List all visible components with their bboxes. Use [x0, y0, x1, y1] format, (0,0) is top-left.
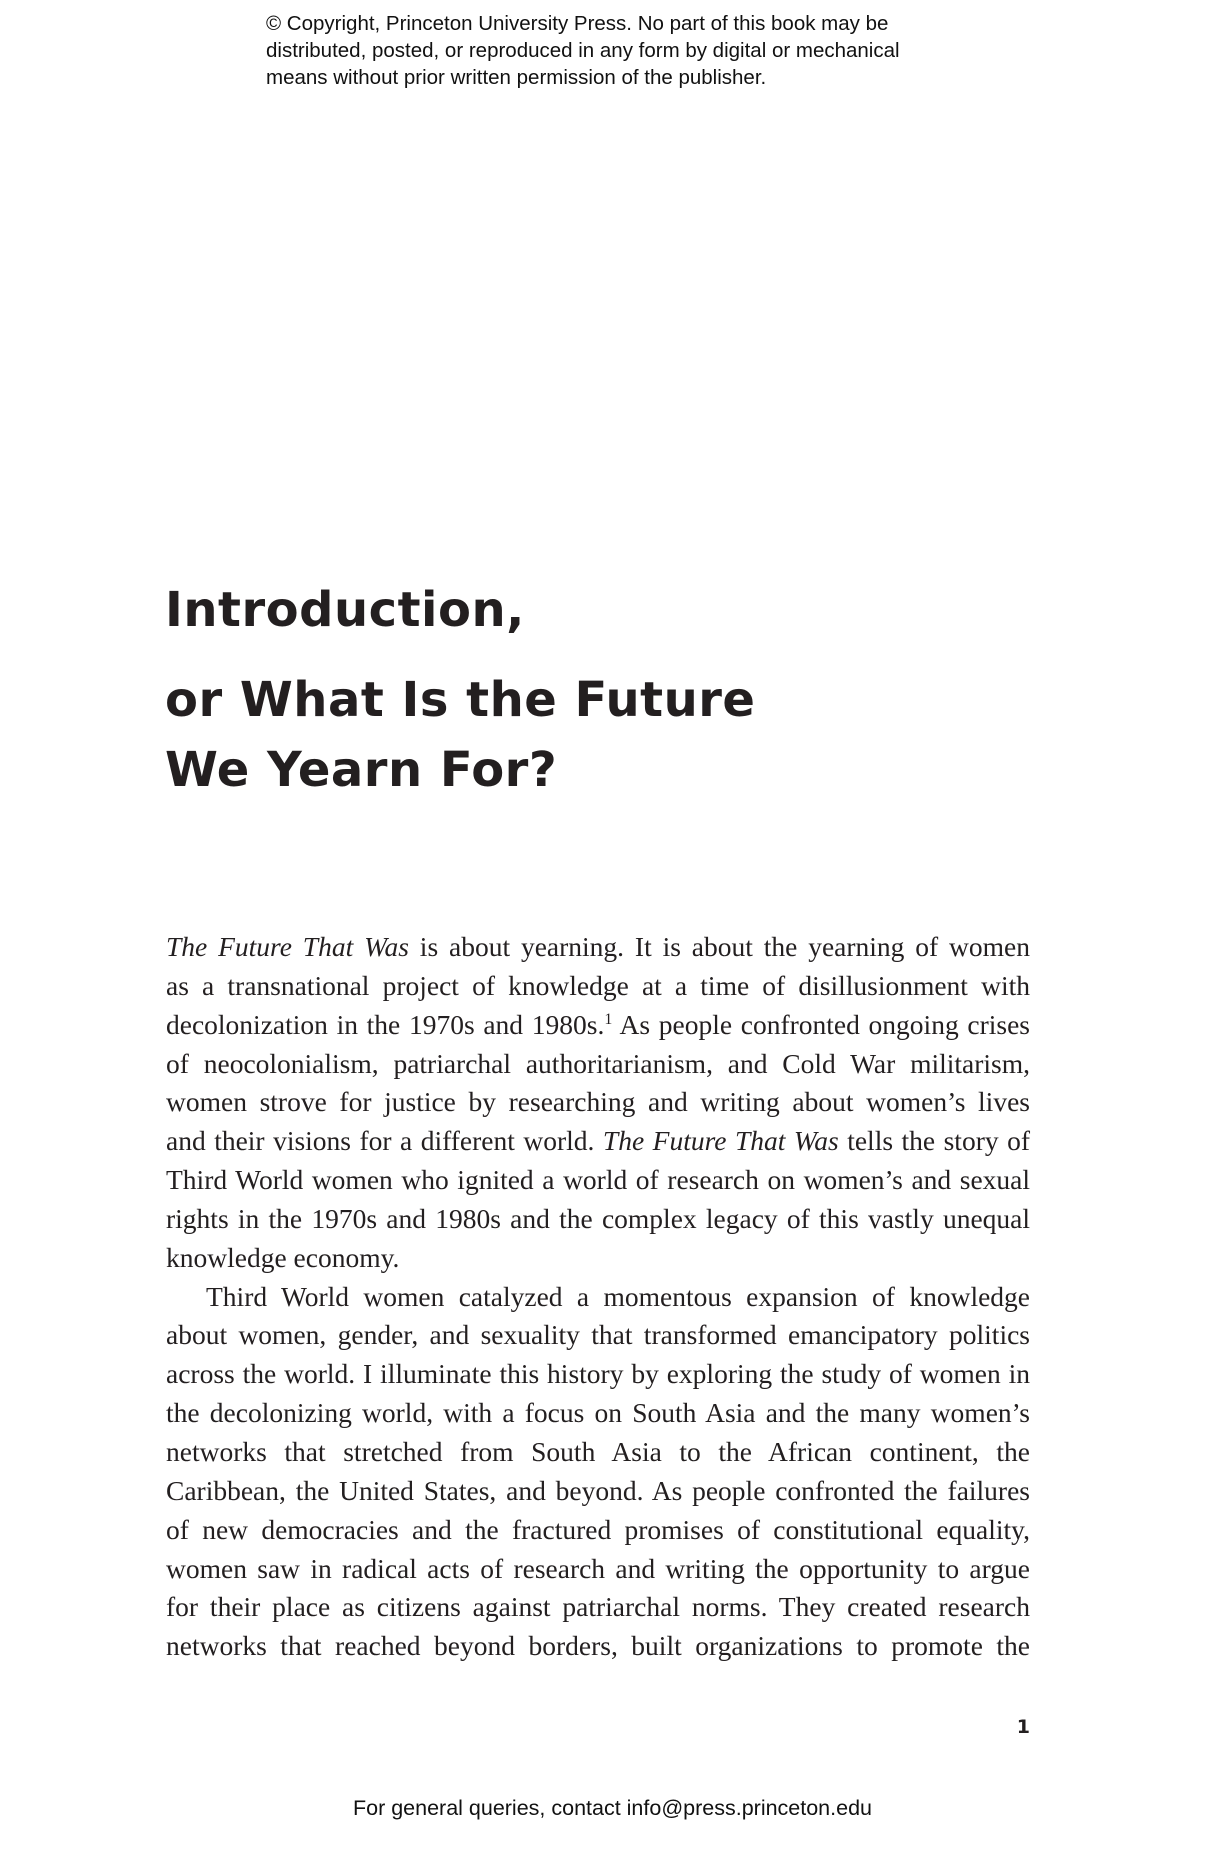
copyright-notice [266, 10, 1026, 91]
copyright-line: distributed, posted, or reproduced in any form by digital or mechanical [266, 39, 900, 62]
copyright-line: © Copyright, Princeton University Press. No part of this book may be [266, 12, 889, 35]
text-line: networks that reached beyond borders, built organizations to promote the [166, 1630, 1030, 1662]
text-line: knowledge economy. [166, 1241, 400, 1273]
text-line: rights in the 1970s and 1980s and the complex legacy of this vastly unequal [166, 1202, 1030, 1234]
chapter-title-line: Introduction, [165, 582, 525, 638]
book-title-italic: The Future That Was [602, 1125, 839, 1157]
text-line: women strove for justice by researching and writing about women’s lives [166, 1086, 1030, 1118]
page-number: 1 [1016, 1716, 1030, 1738]
chapter-title-line: We Yearn For? [165, 742, 558, 798]
footer-contact: For general queries, contact info@press.princeton.edu [352, 1796, 872, 1820]
text-line: as a transnational project of knowledge at a time of disillusionment with [166, 969, 1030, 1001]
text-line: Third World women who ignited a world of research on women’s and sexual [166, 1164, 1030, 1196]
text-line: The Future That Was is about yearning. It is about the yearning of women [166, 931, 1030, 962]
footnote-marker[interactable]: 1 [604, 1010, 613, 1028]
text-line: women saw in radical acts of research and writing the opportunity to argue [166, 1552, 1030, 1584]
text-line: and their visions for a different world. The Future That Was tells the story of [166, 1125, 1030, 1157]
text-line: the decolonizing world, with a focus on South Asia and the many women’s [166, 1397, 1030, 1429]
body-text [166, 928, 1030, 1666]
book-title-italic: The Future That Was [166, 931, 409, 962]
text-line: networks that stretched from South Asia to the African continent, the [166, 1435, 1030, 1467]
text-line: for their place as citizens against patriarchal norms. They created research [166, 1591, 1030, 1623]
text-line: about women, gender, and sexuality that transformed emancipatory politics [166, 1319, 1030, 1351]
text-line: of neocolonialism, patriarchal authoritarianism, and Cold War militarism, [166, 1047, 1030, 1079]
text-line: across the world. I illuminate this history by exploring the study of women in [166, 1358, 1030, 1390]
copyright-line: means without prior written permission of the publisher. [266, 66, 767, 89]
text-line: Caribbean, the United States, and beyond. As people confronted the failures [166, 1474, 1030, 1506]
chapter-title-line: or What Is the Future [165, 672, 756, 728]
text-line: Third World women catalyzed a momentous expansion of knowledge [206, 1280, 1030, 1312]
text-line: of new democracies and the fractured promises of constitutional equality, [166, 1513, 1030, 1545]
text-line: decolonization in the 1970s and 1980s.$^1$ As people confronted ongoing crises [166, 1008, 1031, 1040]
